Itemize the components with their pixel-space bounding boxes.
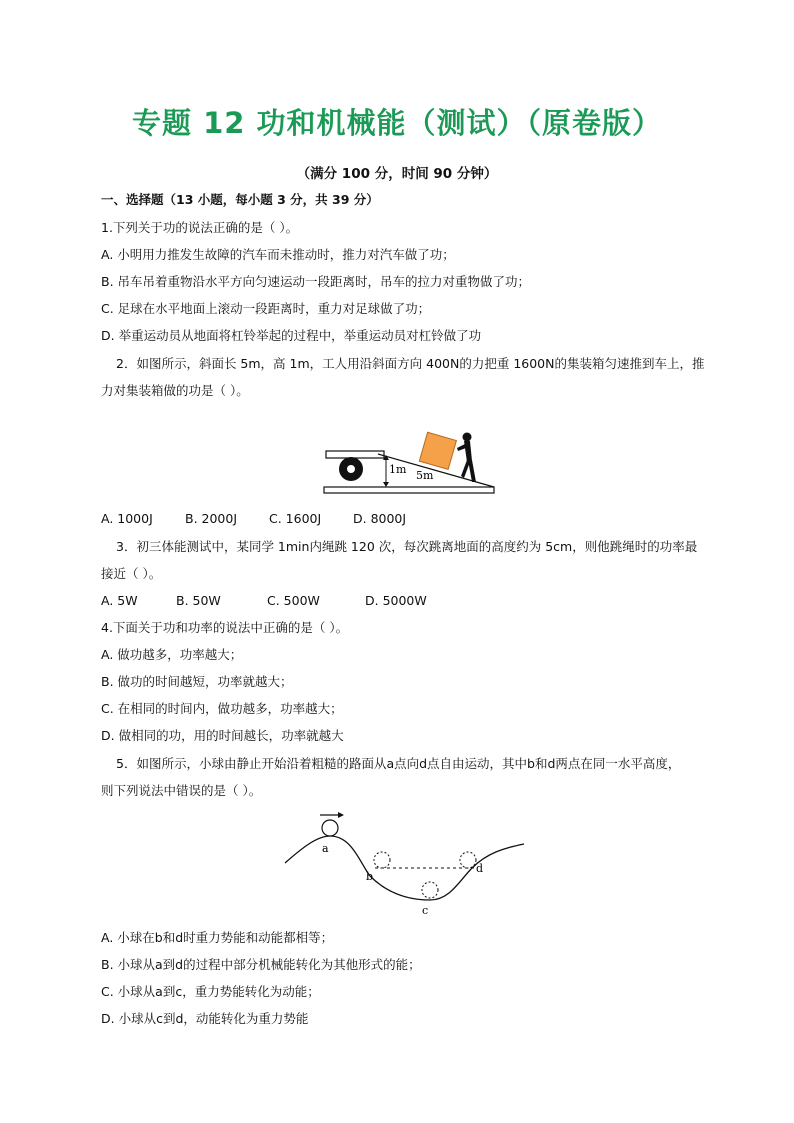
height-label: 1m xyxy=(389,463,407,476)
q4-option-d: D. 做相同的功，用的时间越长，功率就越大 xyxy=(101,728,344,743)
q2-stem-line2: 力对集装箱做的功是（ ）。 xyxy=(101,383,249,398)
section-heading: 一、选择题（13 小题，每小题 3 分，共 39 分） xyxy=(101,192,379,207)
worker-silhouette xyxy=(457,433,476,483)
q4-option-c: C. 在相同的时间内，做功越多，功率越大； xyxy=(101,701,343,716)
q2-stem-line1: 2．如图所示，斜面长 5m，高 1m，工人用沿斜面方向 400N的力把重 1600N的集装箱匀速推到车上，推 xyxy=(116,356,705,371)
q3-option-c: C. 500W xyxy=(267,593,320,608)
q1-option-c: C. 足球在水平地面上滚动一段距离时，重力对足球做了功； xyxy=(101,301,431,316)
q5-option-a: A. 小球在b和d时重力势能和动能都相等； xyxy=(101,930,334,945)
track-figure xyxy=(282,808,526,918)
label-c: c xyxy=(422,904,429,917)
ball-a xyxy=(322,820,338,836)
ball-b xyxy=(374,852,390,868)
q2-option-c: C. 1600J xyxy=(269,511,322,526)
q2-option-d: D. 8000J xyxy=(353,511,407,526)
q3-option-b: B. 50W xyxy=(176,593,221,608)
truck-bed xyxy=(326,451,384,458)
ground-base xyxy=(324,487,494,493)
q4-option-a: A. 做功越多，功率越大； xyxy=(101,647,243,662)
q5-stem-line1: 5．如图所示，小球由静止开始沿着粗糙的路面从a点向d点自由运动，其中b和d两点在同一水平高度， xyxy=(116,756,681,771)
q4-stem: 4.下面关于功和功率的说法中正确的是（ ）。 xyxy=(101,620,349,635)
q2-options xyxy=(101,510,406,528)
q5-stem-line2: 则下列说法中错误的是（ ）。 xyxy=(101,783,262,798)
q3-option-d: D. 5000W xyxy=(365,593,427,608)
q5-option-d: D. 小球从c到d，动能转化为重力势能 xyxy=(101,1011,309,1026)
cargo-box xyxy=(419,432,456,469)
q4-option-b: B. 做功的时间越短，功率就越大； xyxy=(101,674,293,689)
q1-option-d: D. 举重运动员从地面将杠铃举起的过程中，举重运动员对杠铃做了功 xyxy=(101,328,482,343)
wheel-hub xyxy=(347,465,355,473)
ball-c xyxy=(422,882,438,898)
page-title: 专题 12 功和机械能（测试）（原卷版） xyxy=(131,106,663,140)
q3-option-a: A. 5W xyxy=(101,593,138,608)
exam-info: （满分 100 分，时间 90 分钟） xyxy=(296,166,498,182)
label-d: d xyxy=(476,862,484,875)
q2-option-b: B. 2000J xyxy=(185,511,238,526)
q3-stem-line2: 接近（ ）。 xyxy=(101,566,162,581)
track-curve xyxy=(285,836,524,900)
length-label: 5m xyxy=(416,469,434,482)
q5-option-c: C. 小球从a到c，重力势能转化为动能； xyxy=(101,984,320,999)
q1-stem: 1.下列关于功的说法正确的是（ ）。 xyxy=(101,220,299,235)
q5-option-b: B. 小球从a到d的过程中部分机械能转化为其他形式的能； xyxy=(101,957,421,972)
label-b: b xyxy=(366,870,374,883)
q1-option-a: A. 小明用力推发生故障的汽车而未推动时，推力对汽车做了功； xyxy=(101,247,455,262)
label-a: a xyxy=(322,842,329,855)
q3-options xyxy=(101,592,427,610)
q2-option-a: A. 1000J xyxy=(101,511,153,526)
ramp-figure xyxy=(318,426,498,498)
q1-option-b: B. 吊车吊着重物沿水平方向匀速运动一段距离时，吊车的拉力对重物做了功； xyxy=(101,274,531,289)
q3-stem-line1: 3．初三体能测试中，某同学 1min内绳跳 120 次，每次跳离地面的高度约为 5cm，则他跳绳时的功率最 xyxy=(116,539,698,554)
